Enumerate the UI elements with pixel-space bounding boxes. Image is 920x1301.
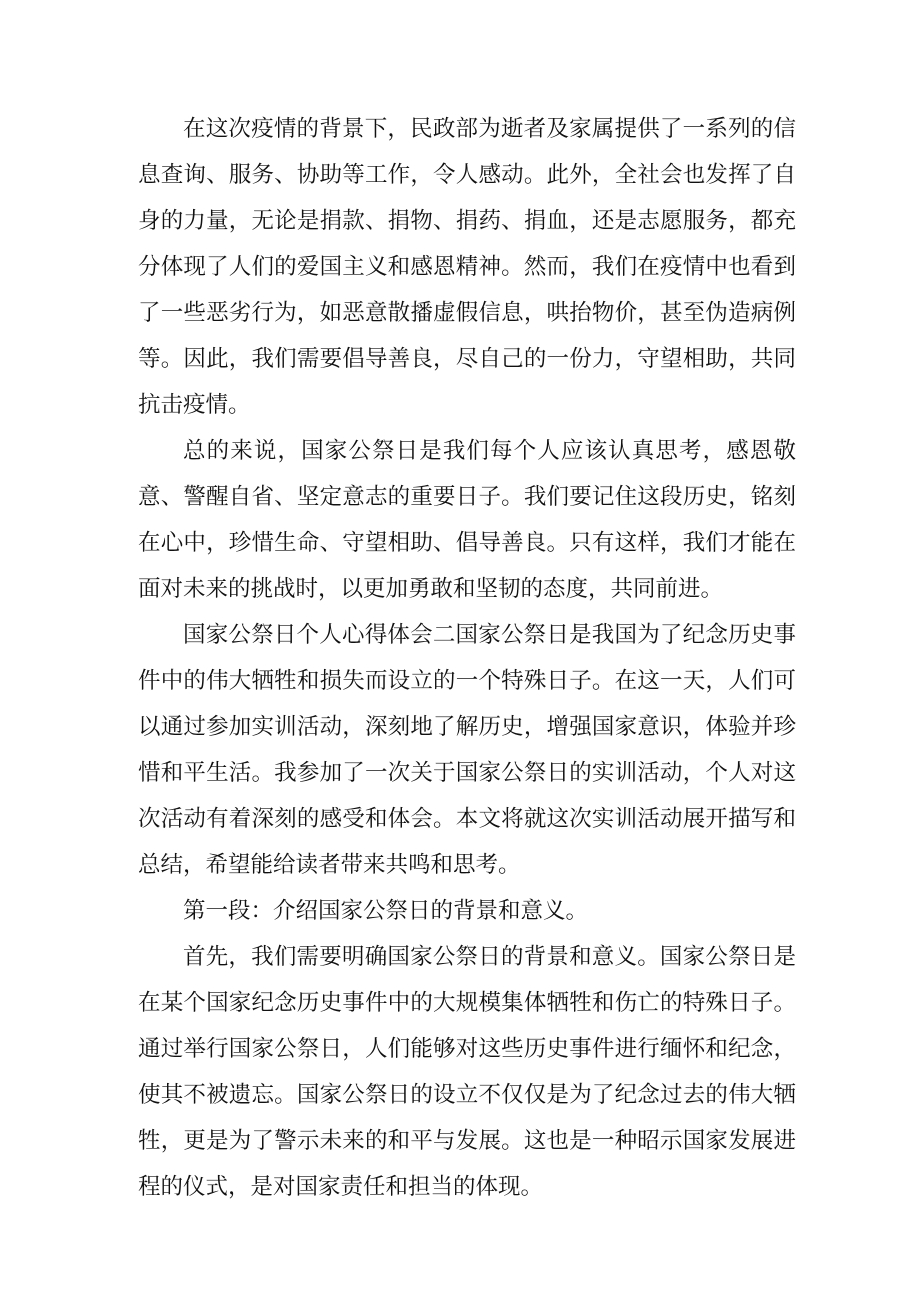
paragraph-summary: 总的来说，国家公祭日是我们每个人应该认真思考，感恩敬意、警醒自省、坚定意志的重要日子。我们要记住这段历史，铭刻在心中，珍惜生命、守望相助、倡导善良。只有这样，我们才能在面对未来的挑战时，以更加勇敢和坚韧的态度，共同前进。 — [138, 438, 796, 602]
paragraph-reflection-two-intro: 国家公祭日个人心得体会二国家公祭日是我国为了纪念历史事件中的伟大牺牲和损失而设立的一个特殊日子。在这一天，人们可以通过参加实训活动，深刻地了解历史，增强国家意识，体验并珍惜和平生活。我参加了一次关于国家公祭日的实训活动，个人对这次活动有着深刻的感受和体会。本文将就这次实训活动展开描写和总结，希望能给读者带来共鸣和思考。 — [138, 622, 796, 878]
paragraph-epidemic-relief: 在这次疫情的背景下，民政部为逝者及家属提供了一系列的信息查询、服务、协助等工作，令人感动。此外，全社会也发挥了自身的力量，无论是捐款、捐物、捐药、捐血，还是志愿服务，都充分体现了人们的爱国主义和感恩精神。然而，我们在疫情中也看到了一些恶劣行为，如恶意散播虚假信息，哄抬物价，甚至伪造病例等。因此，我们需要倡导善良，尽自己的一份力，守望相助，共同抗击疫情。 — [138, 116, 796, 418]
paragraph-background-meaning: 首先，我们需要明确国家公祭日的背景和意义。国家公祭日是在某个国家纪念历史事件中的大规模集体牺牲和伤亡的特殊日子。通过举行国家公祭日，人们能够对这些历史事件进行缅怀和纪念，使其不被遗忘。国家公祭日的设立不仅仅是为了纪念过去的伟大牺牲，更是为了警示未来的和平与发展。这也是一种昭示国家发展进程的仪式，是对国家责任和担当的体现。 — [138, 944, 796, 1200]
document-body — [138, 106, 796, 1210]
paragraph-section-one-heading: 第一段：介绍国家公祭日的背景和意义。 — [183, 898, 589, 924]
